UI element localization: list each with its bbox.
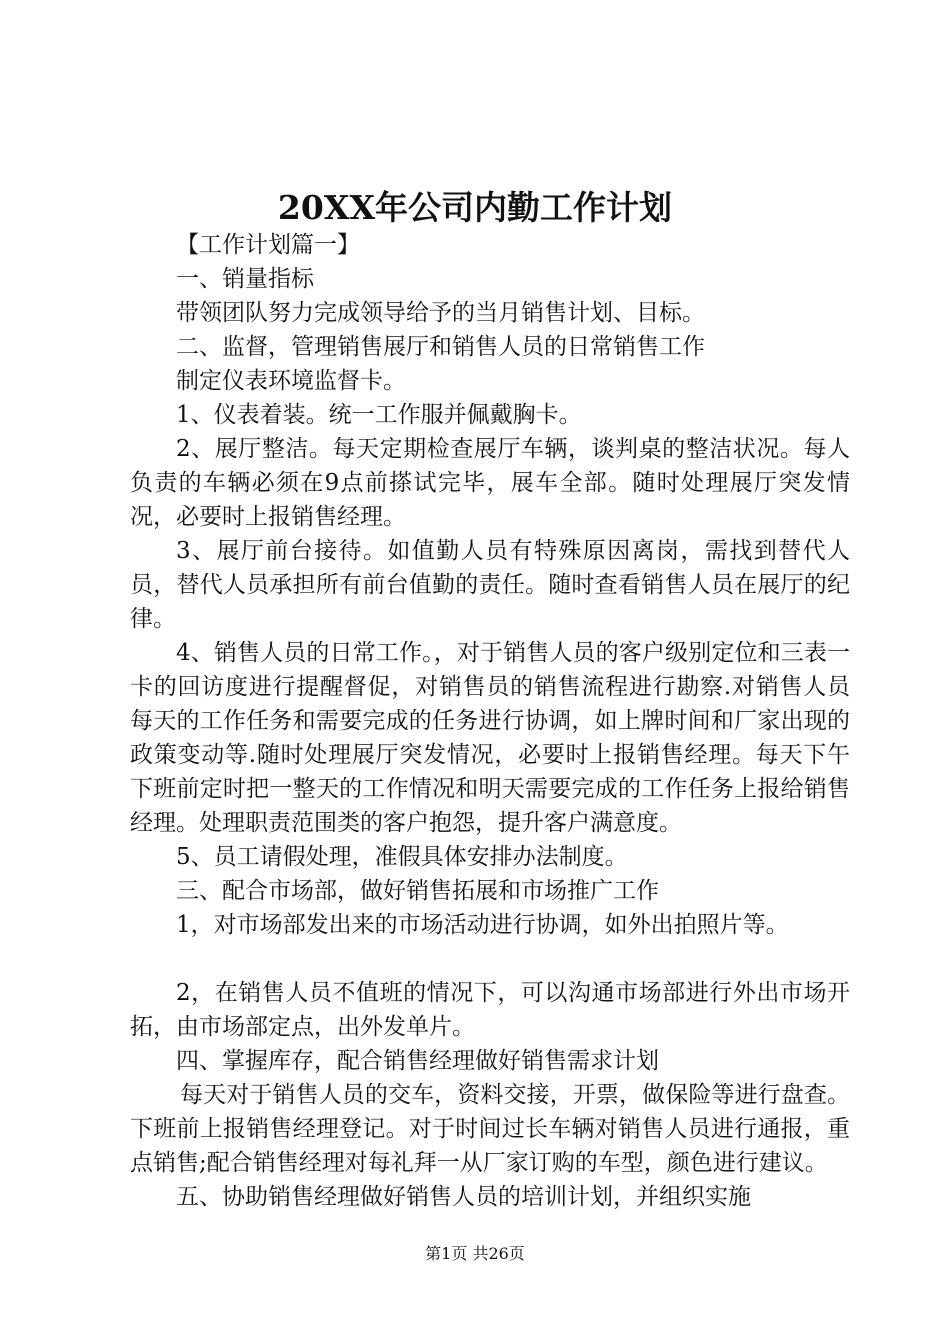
paragraph: 制定仪表环境监督卡。 [176, 368, 406, 394]
paragraph: 五、协助销售经理做好销售人员的培训计划，并组织实施 [176, 1184, 751, 1210]
document-body [130, 228, 850, 1214]
paragraph: 3、展厅前台接待。如值勤人员有特殊原因离岗，需找到替代人员，替代人员承担所有前台值勤的责任。随时查看销售人员在展厅的纪律。 [130, 538, 850, 632]
section-heading: 【工作计划篇一】 [176, 232, 360, 258]
paragraph: 一、销量指标 [176, 266, 314, 292]
paragraph: 四、掌握库存，配合销售经理做好销售需求计划 [176, 1048, 659, 1074]
paragraph: 2、展厅整洁。每天定期检查展厅车辆，谈判桌的整洁状况。每人负责的车辆必须在9点前搽试完毕，展车全部。随时处理展厅突发情况，必要时上报销售经理。 [130, 436, 850, 530]
paragraph: 带领团队努力完成领导给予的当月销售计划、目标。 [176, 300, 705, 326]
document-title: 20XX年公司内勤工作计划 [277, 188, 673, 227]
paragraph: 2，在销售人员不值班的情况下，可以沟通市场部进行外出市场开拓，由市场部定点，出外发单片。 [130, 980, 850, 1040]
paragraph: 5、员工请假处理，准假具体安排办法制度。 [176, 844, 628, 870]
paragraph: 三、配合市场部，做好销售拓展和市场推广工作 [176, 878, 659, 904]
paragraph: 1，对市场部发出来的市场活动进行协调，如外出拍照片等。 [176, 912, 789, 938]
paragraph: 每天对于销售人员的交车，资料交接，开票，做保险等进行盘查。下班前上报销售经理登记。对于时间过长车辆对销售人员进行通报，重点销售;配合销售经理对每礼拜一从厂家订购的车型，颜色进行建议。 [130, 1082, 850, 1176]
paragraph: 二、监督，管理销售展厅和销售人员的日常销售工作 [176, 334, 705, 360]
blank-line [130, 942, 850, 976]
paragraph: 4、销售人员的日常工作。，对于销售人员的客户级别定位和三表一卡的回访度进行提醒督促，对销售员的销售流程进行勘察.对销售人员每天的工作任务和需要完成的任务进行协调，如上牌时间和厂家出现的政策变动等.随时处理展厅突发情况，必要时上报销售经理。每天下午下班前定时把一整天的工作情况和明天需要完成的工作任务上报给销售经理。处理职责范围类的客户抱怨，提升客户满意度。 [130, 640, 850, 836]
paragraph: 1、仪表着装。统一工作服并佩戴胸卡。 [176, 402, 582, 428]
page-footer: 第1页 共26页 [425, 1244, 525, 1263]
